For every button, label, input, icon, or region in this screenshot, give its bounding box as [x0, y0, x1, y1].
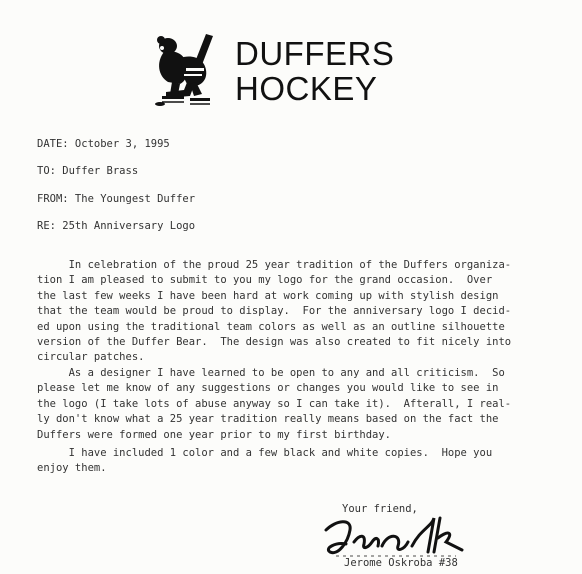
closing-salutation: Your friend,: [342, 503, 418, 515]
duffer-bear-hockey-logo: [150, 32, 226, 108]
brand-wordmark: [235, 36, 394, 106]
handwritten-signature: [316, 512, 476, 562]
paragraph-line: ed upon using the traditional team colors as well as an outline silhouette: [37, 320, 505, 333]
body-paragraph-1: [37, 258, 537, 366]
signature-name: Jerome Oskroba #38: [344, 557, 458, 569]
body-paragraph-3: [37, 446, 537, 477]
paragraph-line: that the team would be proud to display. For the anniversary logo I decid-: [37, 305, 512, 318]
paragraph-line: I have included 1 color and a few black and white copies. Hope you: [37, 447, 493, 459]
paragraph-line: version of the Duffer Bear. The design was also created to fit nicely into: [37, 336, 512, 349]
memo-from: FROM: The Youngest Duffer: [37, 193, 196, 205]
paragraph-line: please let me know of any suggestions or changes you would like to see in: [37, 382, 499, 395]
brand-line-1: DUFFERS: [235, 35, 395, 72]
paragraph-line: In celebration of the proud 25 year tradition of the Duffers organiza-: [37, 259, 512, 271]
paragraph-line: Duffers were formed one year prior to my first birthday.: [37, 428, 392, 441]
paragraph-line: the logo (I take lots of abuse anyway so I can take it). Afterall, I real-: [37, 397, 512, 410]
paragraph-line: tion I am pleased to submit to you my logo for the grand occasion. Over: [37, 274, 493, 287]
paragraph-line: As a designer I have learned to be open to any and all criticism. So: [37, 367, 505, 379]
brand-line-2: HOCKEY: [235, 70, 378, 107]
body-paragraph-2: [37, 366, 537, 443]
paragraph-line: circular patches.: [37, 351, 145, 364]
paragraph-line: enjoy them.: [37, 462, 107, 475]
memo-date: DATE: October 3, 1995: [37, 138, 170, 150]
memo-to: TO: Duffer Brass: [37, 165, 139, 177]
paragraph-line: ly don't know what a 25 year tradition really means based on the fact the: [37, 413, 499, 426]
paragraph-line: the last few weeks I have been hard at work coming up with stylish design: [37, 289, 499, 302]
memo-subject: RE: 25th Anniversary Logo: [37, 220, 196, 232]
